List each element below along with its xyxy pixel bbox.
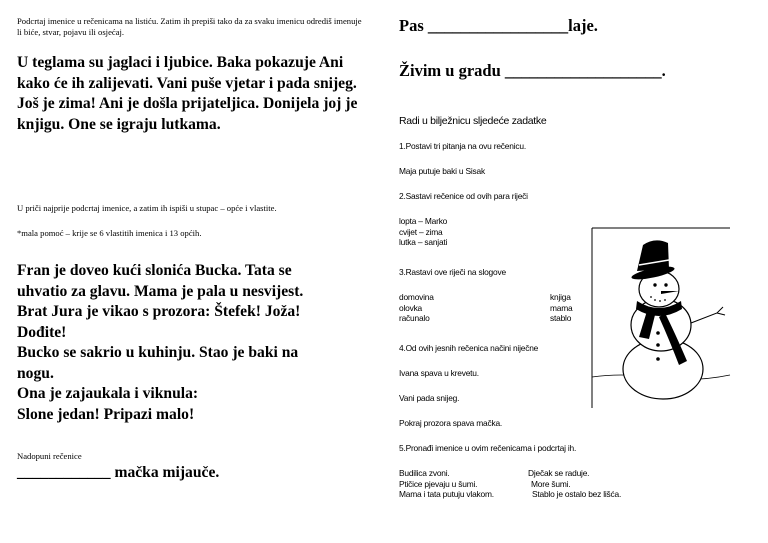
task-4-item: Vani pada snijeg. <box>399 393 460 403</box>
task-5-col-1 <box>399 468 494 500</box>
story-line: uhvatio za glavu. Mama je pala u nesvijest. <box>17 282 304 300</box>
task-4-item: Pokraj prozora spava mačka. <box>399 418 503 428</box>
list-item: Stablo je ostalo bez lišća. <box>532 489 622 499</box>
task-3-col-1 <box>399 292 434 324</box>
task-5-col-2 <box>528 468 621 500</box>
list-item: mama <box>550 302 573 313</box>
hint-text: *mala pomoć – krije se 6 vlastitih imenica i 13 općih. <box>17 228 202 238</box>
fill-sentence-dog: Pas _________________laje. <box>399 16 598 35</box>
tasks-title: Radi u bilježnicu sljedeće zadatke <box>399 115 547 127</box>
story-line: Bucko se sakrio u kuhinju. Stao je baki na <box>17 344 299 361</box>
task-4-heading: 4.Od ovih jesnih rečenica načini niječne <box>399 343 539 353</box>
fill-sentence-city: Živim u gradu ___________________. <box>399 61 666 80</box>
list-item: Dječak se raduje. <box>528 468 590 478</box>
list-item: Budilica zvoni. <box>399 468 450 478</box>
list-item: olovka <box>399 302 423 313</box>
list-item: More šumi. <box>531 478 571 489</box>
task-4-item: Ivana spava u krevetu. <box>399 368 479 378</box>
list-item: domovina <box>399 292 434 302</box>
story-line: Ona je zajaukala i viknula: <box>17 385 199 402</box>
list-item: knjiga <box>550 292 571 302</box>
story-line: Fran je doveo kući slonića Bucka. Tata se <box>17 262 292 279</box>
list-item: Mama i tata putuju vlakom. <box>399 489 494 499</box>
list-item: Ptičice pjevaju u šumi. <box>399 478 478 489</box>
fill-label: Nadopuni rečenice <box>17 451 82 461</box>
story-line: Dođite! <box>17 323 67 341</box>
list-item: lutka – sanjati <box>399 237 448 247</box>
list-item: cvijet – zima <box>399 226 443 237</box>
snowman-icon <box>591 227 731 409</box>
paragraph-spring: U teglama su jaglaci i ljubice. Baka pokazuje Ani kako će ih zalijevati. Vani puše vjetar i pada snijeg. Još je zima! Ani je došla prijateljica. Donijela joj je knjigu. One se igraju lutkama. <box>17 54 358 133</box>
story-line: nogu. <box>17 364 54 382</box>
instruction-nouns-classify: Podcrtaj imenice u rečenicama na listiću. Zatim ih prepiši tako da za svaku imenicu odrediš imenuje li biće, stvar, pojavu ili osjećaj. <box>17 16 362 37</box>
instruction-story-nouns: U priči najprije podcrtaj imenice, a zatim ih ispiši u stupac – opće i vlastite. <box>17 203 277 213</box>
story-line: Slone jedan! Pripazi malo! <box>17 405 195 423</box>
story-block <box>17 261 377 425</box>
fill-sentence-cat: ____________ mačka mijauče. <box>17 464 220 481</box>
list-item: računalo <box>399 313 430 323</box>
task-1-sentence: Maja putuje baki u Sisak <box>399 166 485 176</box>
task-2-pairs <box>399 216 447 248</box>
story-line: Brat Jura je vikao s prozora: Štefek! Joža! <box>17 303 301 320</box>
task-3-col-2 <box>550 292 572 324</box>
task-3-heading: 3.Rastavi ove riječi na slogove <box>399 267 506 277</box>
task-2-heading: 2.Sastavi rečenice od ovih para riječi <box>399 191 528 201</box>
task-5-heading: 5.Pronađi imenice u ovim rečenicama i podcrtaj ih. <box>399 443 577 453</box>
list-item: stablo <box>550 313 572 323</box>
task-1-heading: 1.Postavi tri pitanja na ovu rečenicu. <box>399 141 526 151</box>
list-item: lopta – Marko <box>399 216 448 226</box>
